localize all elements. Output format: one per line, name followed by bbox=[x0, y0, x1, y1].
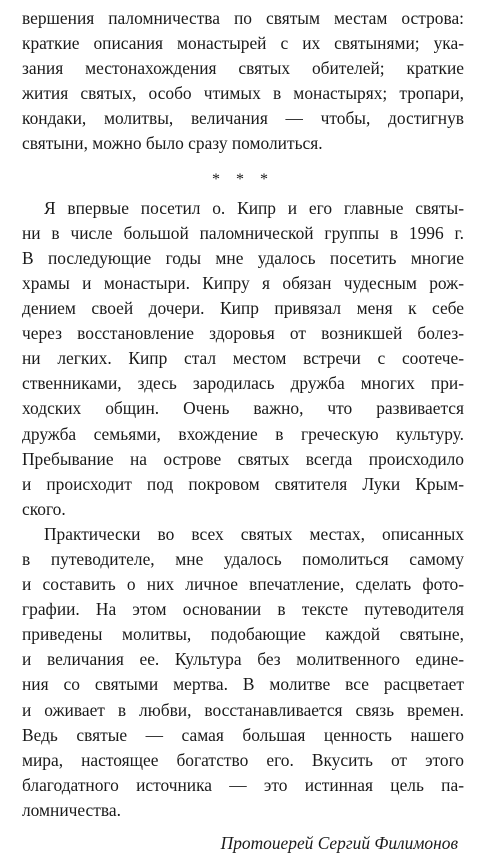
text-line: через восстановление здоровья от возникшей болез- bbox=[22, 323, 464, 344]
text-line: Я впервые посетил о. Кипр и его главные святы- bbox=[44, 197, 464, 218]
text-line: ломничества. bbox=[22, 799, 121, 820]
paragraph-2 bbox=[22, 196, 464, 522]
text-line: ского. bbox=[22, 498, 66, 519]
text-line: храмы и монастыри. Кипру я обязан чудесным рож- bbox=[22, 272, 464, 293]
text-line: ни легких. Кипр стал местом встречи с соотече- bbox=[22, 348, 464, 369]
text-line: в путеводителе, мне удалось помолиться самому bbox=[22, 548, 464, 569]
text-line: Пребывание на острове святых всегда происходило bbox=[22, 448, 464, 469]
text-line: дением своей дочери. Кипр привязал меня к себе bbox=[22, 298, 464, 319]
paragraph-3 bbox=[22, 522, 464, 823]
author-signature: Протоиерей Сергий Филимонов bbox=[220, 833, 458, 853]
section-separator: * * * bbox=[212, 170, 274, 188]
text-line: жития святых, особо чтимых в монастырях; тропари, bbox=[22, 83, 464, 104]
text-line: ни в числе большой паломнической группы в 1996 г. bbox=[22, 222, 464, 243]
text-line: мира, настоящее богатство его. Вкусить от этого bbox=[22, 749, 464, 770]
text-line: приведены молитвы, подобающие каждой святыне, bbox=[22, 624, 464, 645]
text-line: вершения паломничества по святым местам острова: bbox=[22, 8, 464, 28]
text-line: краткие описания монастырей с их святынями; ука- bbox=[22, 33, 464, 54]
text-line: ходских общин. Очень важно, что развивается bbox=[22, 398, 464, 419]
text-line: святыни, можно было сразу помолиться. bbox=[22, 133, 323, 154]
text-line: ния со святыми мертва. В молитве все расцветает bbox=[22, 674, 464, 695]
text-line: и составить о них личное впечатление, сделать фото- bbox=[22, 574, 464, 595]
text-line: Практически во всех святых местах, описанных bbox=[44, 523, 464, 544]
paragraph-1 bbox=[22, 6, 464, 157]
text-line: ственниками, здесь зародилась дружба многих при- bbox=[22, 373, 464, 394]
text-line: благодатного источника — это истинная цель па- bbox=[22, 774, 464, 795]
text-line: кондаки, молитвы, величания — чтобы, достигнув bbox=[22, 108, 464, 129]
text-line: В последующие годы мне удалось посетить многие bbox=[22, 247, 464, 268]
text-line: и оживает в любви, восстанавливается связь времен. bbox=[22, 699, 464, 720]
text-line: и величания ее. Культура без молитвенного едине- bbox=[22, 649, 464, 670]
text-line: графии. На этом основании в тексте путеводителя bbox=[22, 599, 464, 620]
text-line: дружба семьями, вхождение в греческую культуру. bbox=[22, 423, 464, 444]
text-line: зания местонахождения святых обителей; краткие bbox=[22, 58, 464, 79]
text-line: Ведь святые — самая большая ценность нашего bbox=[22, 724, 464, 745]
text-line: и происходит под покровом святителя Луки Крым- bbox=[22, 473, 464, 494]
